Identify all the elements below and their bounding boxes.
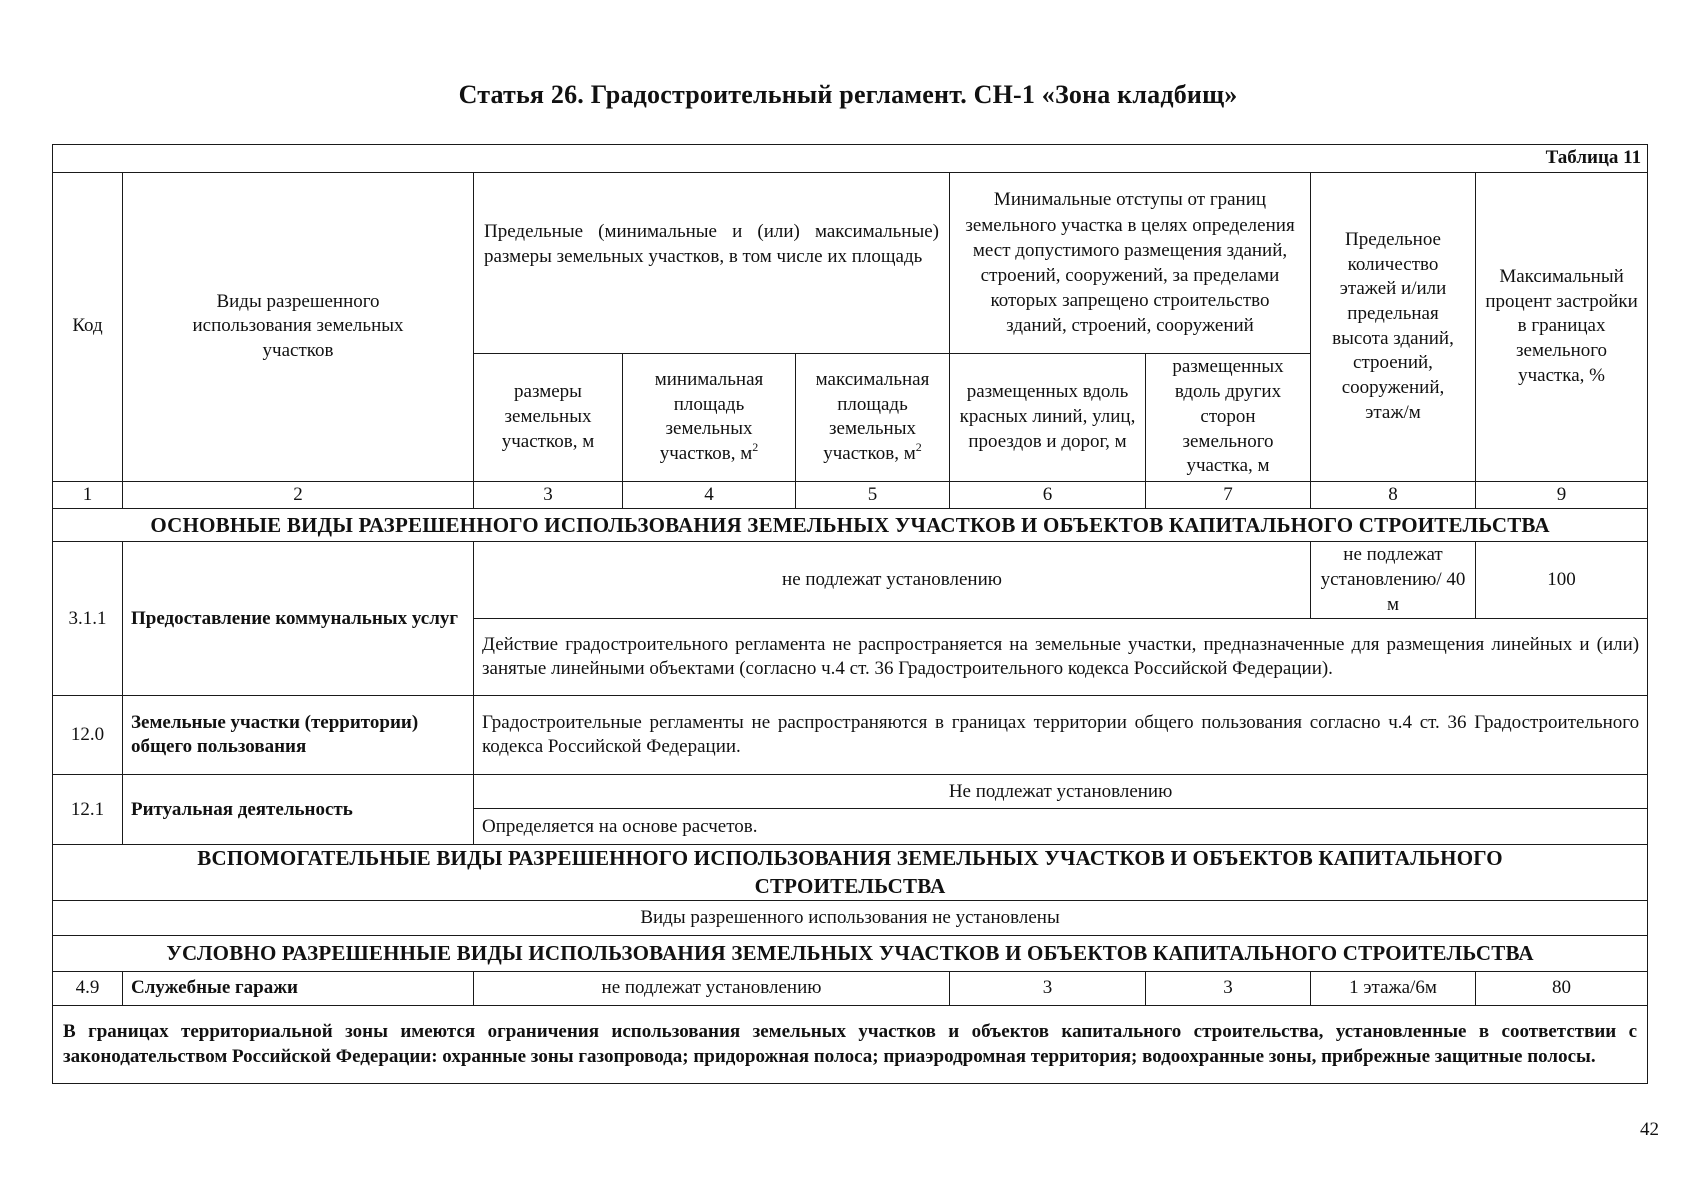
header-use-type: Виды разрешенного использования земельных участков xyxy=(123,172,474,481)
auxiliary-text: Виды разрешенного использования не установлены xyxy=(53,901,1648,936)
column-number: 6 xyxy=(950,481,1146,509)
header-code: Код xyxy=(53,172,123,481)
header-floors: Предельное количество этажей и/или предельная высота зданий, строений, сооружений, этаж/м xyxy=(1311,172,1476,481)
row-note: Действие градостроительного регламента не распространяется на земельные участки, предназначенные для размещения линейных и (или) занятые линейными объектами (согласно ч.4 ст. 36 Градостроительного кодекса Российской Федерации). xyxy=(474,619,1648,696)
table-footnote: В границах территориальной зоны имеются ограничения использования земельных участков и объектов капитального строительства, установленные в соответствии с законодательством Российской Федерации: охранные зоны газопровода; придорожная полоса; приаэродромная территория; водоохранные зоны, прибрежные защитные полосы. xyxy=(53,1006,1648,1084)
header-min-area-text: минимальная площадь земельных участков, м xyxy=(654,368,764,464)
header-max-percent: Максимальный процент застройки в границах земельного участка, % xyxy=(1476,172,1648,481)
header-max-area-text: максимальная площадь земельных участков, м xyxy=(815,368,930,464)
header-max-area xyxy=(796,353,950,481)
column-number-row xyxy=(53,481,1648,509)
area-unit-superscript: 2 xyxy=(915,439,922,454)
section-heading-auxiliary: ВСПОМОГАТЕЛЬНЫЕ ВИДЫ РАЗРЕШЕННОГО ИСПОЛЬЗОВАНИЯ ЗЕМЕЛЬНЫХ УЧАСТКОВ И ОБЪЕКТОВ КАПИТАЛЬНОГО СТРОИТЕЛЬСТВА xyxy=(53,845,1648,901)
column-number: 4 xyxy=(623,481,796,509)
row-code: 4.9 xyxy=(53,972,123,1006)
row-use-name: Ритуальная деятельность xyxy=(123,775,474,845)
row-percent: 100 xyxy=(1476,542,1648,619)
row-setback-other: 3 xyxy=(1146,972,1311,1006)
header-sizes-group-text: Предельные (минимальные и (или) максимальные) размеры земельных участков, в том числе их площадь xyxy=(484,221,939,267)
table-row xyxy=(53,542,1648,619)
row-params: не подлежат установлению xyxy=(474,542,1311,619)
row-code: 12.1 xyxy=(53,775,123,845)
header-setbacks-group: Минимальные отступы от границ земельного участка в целях определения мест допустимого размещения зданий, строений, сооружений, за пределами которых запрещено строительство зданий, строений, сооружений xyxy=(950,172,1311,353)
table-caption: Таблица 11 xyxy=(53,145,1648,173)
row-use-name: Предоставление коммунальных услуг xyxy=(123,542,474,696)
row-code: 3.1.1 xyxy=(53,542,123,696)
column-number: 3 xyxy=(474,481,623,509)
row-sizes: не подлежат установлению xyxy=(474,972,950,1006)
row-use-name: Служебные гаражи xyxy=(123,972,474,1006)
regulation-table xyxy=(52,144,1648,1084)
row-floors: не подлежат установлению/ 40 м xyxy=(1311,542,1476,619)
section-heading-conditional: УСЛОВНО РАЗРЕШЕННЫЕ ВИДЫ ИСПОЛЬЗОВАНИЯ ЗЕМЕЛЬНЫХ УЧАСТКОВ И ОБЪЕКТОВ КАПИТАЛЬНОГО СТРОИТЕЛЬСТВА xyxy=(53,936,1648,972)
table-row xyxy=(53,972,1648,1006)
header-setback-red: размещенных вдоль красных линий, улиц, проездов и дорог, м xyxy=(950,353,1146,481)
row-floors: 1 этажа/6м xyxy=(1311,972,1476,1006)
column-number: 5 xyxy=(796,481,950,509)
column-number: 1 xyxy=(53,481,123,509)
row-code: 12.0 xyxy=(53,696,123,775)
page-title: Статья 26. Градостроительный регламент. СН-1 «Зона кладбищ» xyxy=(458,80,1238,109)
row-setback-red: 3 xyxy=(950,972,1146,1006)
column-number: 2 xyxy=(123,481,474,509)
header-sizes: размеры земельных участков, м xyxy=(474,353,623,481)
header-setback-other: размещенных вдоль других сторон земельного участка, м xyxy=(1146,353,1311,481)
row-params: Не подлежат установлению xyxy=(474,775,1648,809)
section-heading-main: ОСНОВНЫЕ ВИДЫ РАЗРЕШЕННОГО ИСПОЛЬЗОВАНИЯ ЗЕМЕЛЬНЫХ УЧАСТКОВ И ОБЪЕКТОВ КАПИТАЛЬНОГО СТРОИТЕЛЬСТВА xyxy=(53,509,1648,542)
header-min-area xyxy=(623,353,796,481)
row-note: Градостроительные регламенты не распространяются в границах территории общего пользования согласно ч.4 ст. 36 Градостроительного кодекса Российской Федерации. xyxy=(474,696,1648,775)
column-number: 9 xyxy=(1476,481,1648,509)
row-note: Определяется на основе расчетов. xyxy=(474,809,1648,845)
header-sizes-group xyxy=(474,172,950,353)
column-number: 7 xyxy=(1146,481,1311,509)
row-use-name: Земельные участки (территории) общего пользования xyxy=(123,696,474,775)
column-number: 8 xyxy=(1311,481,1476,509)
table-row xyxy=(53,696,1648,775)
row-percent: 80 xyxy=(1476,972,1648,1006)
page-number: 42 xyxy=(1640,1119,1659,1140)
table-row xyxy=(53,775,1648,809)
area-unit-superscript: 2 xyxy=(752,439,759,454)
